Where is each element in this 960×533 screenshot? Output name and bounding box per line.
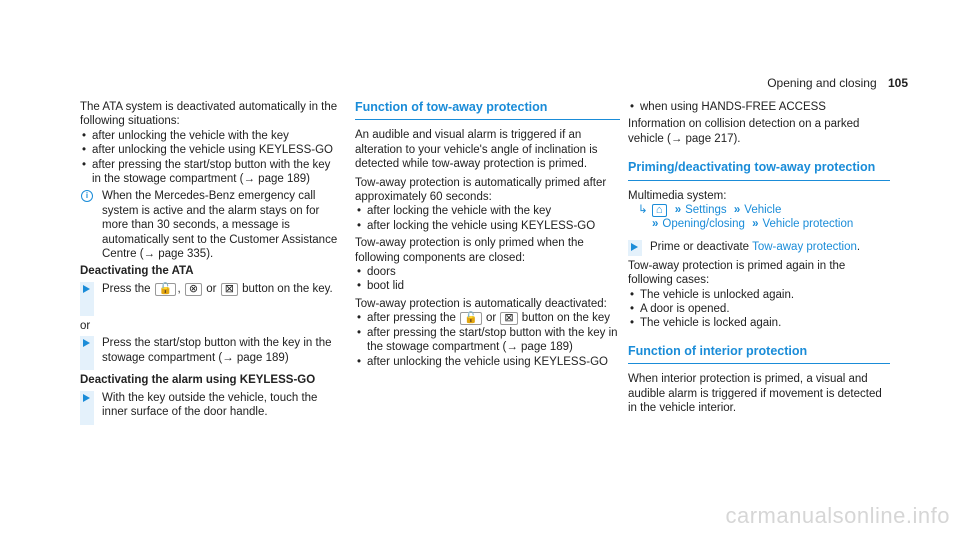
paragraph: When interior protection is primed, a visual and audible alarm is triggered if movement is detected in the vehicle interior. <box>628 373 882 415</box>
section-title: Opening and closing <box>767 76 877 90</box>
action-arrow-icon <box>80 336 94 370</box>
menu-opening-closing: Opening/closing <box>662 218 745 231</box>
column-3 <box>628 100 890 416</box>
column-1 <box>80 100 342 428</box>
action-step: Prime or deactivate Tow-away protection. <box>628 240 890 256</box>
list-item: • after unlocking the vehicle using KEYLESS-GO <box>80 143 342 157</box>
list-item: • when using HANDS-FREE ACCESS <box>628 100 890 114</box>
unlock-key-icon: 🔓 <box>155 283 177 296</box>
menu-vehicle-protection: Vehicle protection <box>762 218 854 231</box>
chevron-right-icon: » <box>674 204 682 217</box>
action-step: Press the start/stop button with the key in the stowage compartment (→ page 189) <box>80 336 342 370</box>
chevron-right-icon: » <box>733 204 741 217</box>
paragraph: Tow-away protection is automatically primed after approximately 60 seconds: <box>355 176 607 204</box>
menu-settings: Settings <box>685 204 727 217</box>
list-item: • after pressing the start/stop button with the key in the stowage compartment (→ page 189) <box>80 158 342 187</box>
heading-tow-away-function: Function of tow-away protection <box>355 100 620 120</box>
home-icon: ⌂ <box>652 204 667 217</box>
lock-key-icon: ⊗ <box>185 283 202 296</box>
list-item: • boot lid <box>355 279 620 293</box>
heading-deactivating-alarm-keyless: Deactivating the alarm using KEYLESS-GO <box>80 374 316 387</box>
watermark: carmanualsonline.info <box>725 503 950 528</box>
list-item: • doors <box>355 265 620 279</box>
list-item: • after locking the vehicle with the key <box>355 204 620 218</box>
menu-path <box>628 203 890 217</box>
action-arrow-icon <box>80 282 94 316</box>
ata-deactivation-list <box>80 129 342 187</box>
column-2 <box>355 100 620 372</box>
menu-return-icon: ↳ <box>638 204 648 217</box>
paragraph: Tow-away protection is automatically deactivated: <box>355 297 607 310</box>
paragraph: Tow-away protection is primed again in the following cases: <box>628 259 846 287</box>
action-arrow-icon <box>80 391 94 425</box>
multimedia-label: Multimedia system: <box>628 189 727 202</box>
heading-priming-tow-away: Priming/deactivating tow-away protection <box>628 160 890 180</box>
note-text: When the Mercedes-Benz emergency call system is active and the alarm stays on for more than 30 seconds, a message is automatically sent to the Customer Assistance Centre (→ page 335). <box>102 190 338 261</box>
info-icon: i <box>81 190 93 202</box>
menu-path-2 <box>628 217 890 231</box>
list-item: • after pressing the 🔓 or ⊠ button on the key <box>355 311 620 325</box>
paragraph: Information on collision detection on a parked vehicle (→ page 217). <box>628 118 860 145</box>
or-text: or <box>80 319 91 332</box>
boot-key-icon: ⊠ <box>221 283 238 296</box>
list-item: • after unlocking the vehicle with the key <box>80 129 342 143</box>
heading-interior-protection: Function of interior protection <box>628 344 890 364</box>
list-item: • after unlocking the vehicle using KEYLESS-GO <box>355 355 620 369</box>
action-step: Press the 🔓 , ⊗ or ⊠ button on the key. <box>80 282 342 316</box>
list-item: • The vehicle is unlocked again. <box>628 288 890 302</box>
ata-intro: The ATA system is deactivated automatically in the following situations: <box>80 101 338 128</box>
heading-deactivating-ata: Deactivating the ATA <box>80 265 194 278</box>
page-number: 105 <box>887 76 908 90</box>
list-item: • A door is opened. <box>628 302 890 316</box>
menu-vehicle: Vehicle <box>744 204 782 217</box>
list-item: • after locking the vehicle using KEYLESS-GO <box>355 219 620 233</box>
page-header <box>767 76 908 90</box>
boot-key-icon: ⊠ <box>500 312 517 325</box>
paragraph: An audible and visual alarm is triggered if an alteration to your vehicle's angle of inclination is detected while tow-away protection is primed. <box>355 129 598 171</box>
list-item: • The vehicle is locked again. <box>628 316 890 330</box>
chevron-right-icon: » <box>652 218 659 231</box>
tow-away-protection-link: Tow-away protection <box>752 240 857 253</box>
action-step: With the key outside the vehicle, touch the inner surface of the door handle. <box>80 391 342 425</box>
chevron-right-icon: » <box>752 218 759 231</box>
list-item: • after pressing the start/stop button with the key in the stowage compartment (→ page 189) <box>355 326 620 355</box>
paragraph: Tow-away protection is only primed when the following components are closed: <box>355 237 584 264</box>
unlock-key-icon: 🔓 <box>460 312 482 325</box>
info-note <box>80 189 342 261</box>
action-arrow-icon <box>628 240 642 256</box>
